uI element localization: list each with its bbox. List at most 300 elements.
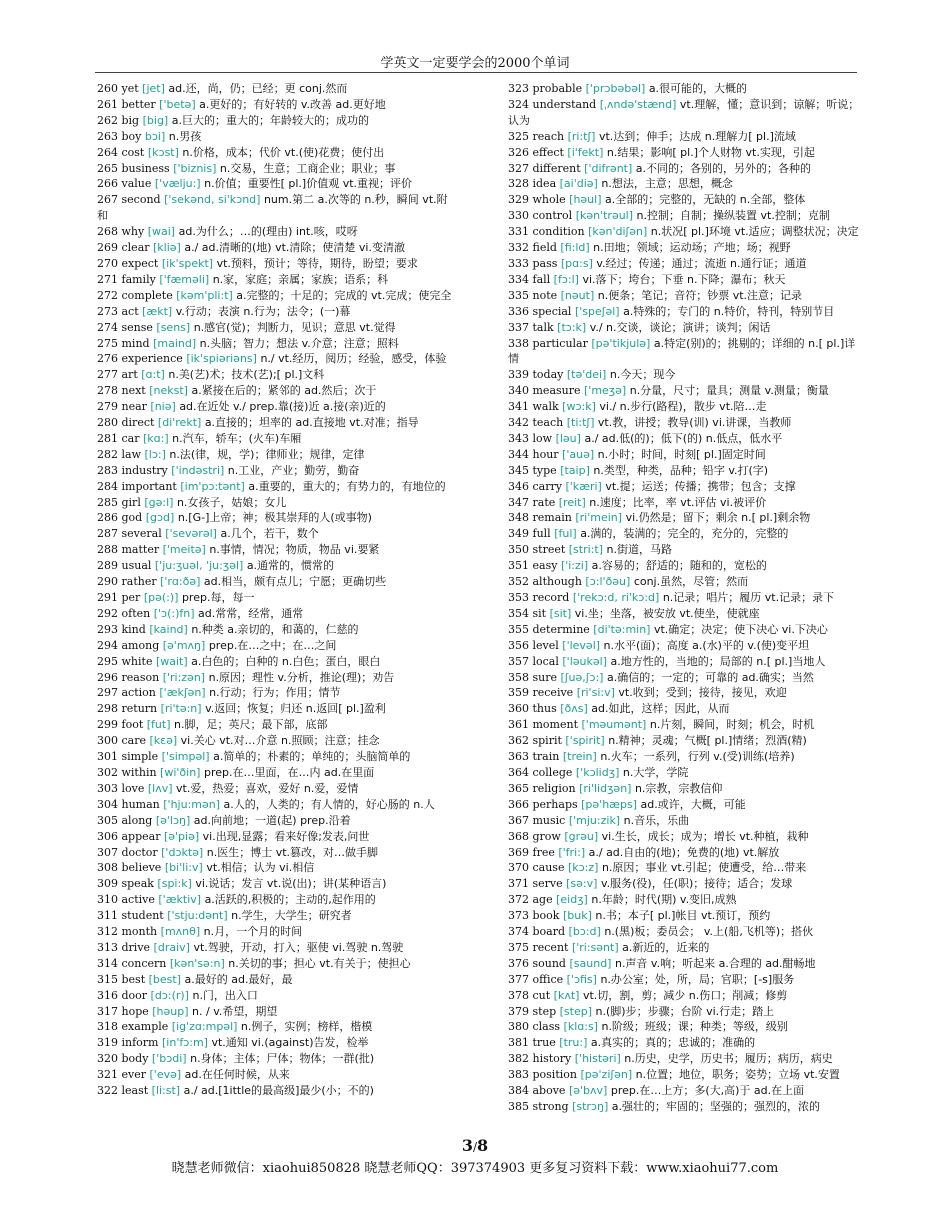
entry-word: clear	[121, 241, 150, 255]
entry-number: 314	[97, 956, 118, 970]
entry-phonetic: [həul]	[569, 193, 602, 207]
entry-number: 277	[97, 368, 118, 382]
entry-word: appear	[121, 829, 161, 843]
entry-word: within	[121, 765, 157, 779]
entry-phonetic: [wɔ:k]	[562, 400, 596, 414]
entry-definition: n.片刻，瞬间，时刻；机会，时机	[649, 718, 815, 732]
entry-definition: a.巨大的；重大的；年龄较大的；成功的	[171, 113, 369, 127]
entry-word: girl	[121, 495, 141, 509]
entry-phonetic: [ri:tʃ]	[567, 129, 596, 143]
vocab-entry	[508, 670, 860, 686]
entry-definition: n.价值；重要性[ pl.]价值观 vt.重视；评价	[204, 177, 413, 191]
entry-phonetic: ['ɔ(:)fn]	[153, 606, 195, 620]
entry-word: history	[532, 1052, 572, 1066]
entry-word: type	[532, 463, 557, 477]
entry-word: action	[121, 686, 156, 700]
entry-number: 279	[97, 400, 118, 414]
entry-phonetic: [lʌv]	[147, 781, 173, 795]
entry-definition: n.记录；唱片；履历 vt.记录；录下	[662, 591, 835, 604]
entry-word: remain	[532, 511, 572, 525]
entry-definition: n.小时；时间，时刻[ pl.]固定时间	[597, 447, 766, 461]
entry-phonetic: [tru:]	[559, 1036, 588, 1050]
entry-phonetic: [niə]	[150, 400, 176, 414]
vocab-entry	[508, 431, 860, 447]
vocab-entry	[508, 1099, 860, 1115]
entry-phonetic: [kɛə]	[149, 734, 178, 748]
entry-phonetic: ['biznis]	[173, 161, 217, 175]
entry-definition: vt.教，讲授；教导(训) vi.讲课，当教师	[597, 416, 792, 430]
entry-definition: n.位置；地位，职务；姿势；立场 vt.安置	[635, 1068, 840, 1082]
entry-word: active	[121, 893, 155, 907]
entry-phonetic: ['i:zi]	[560, 559, 589, 573]
vocab-entry	[508, 463, 860, 479]
vocab-entry	[508, 161, 860, 177]
vocab-entry	[97, 749, 452, 765]
entry-phonetic: ['difrənt]	[584, 161, 633, 175]
entry-word: industry	[121, 463, 168, 477]
entry-word: hour	[532, 447, 559, 461]
entry-definition: n.家，家庭；亲属；家族；语系；科	[212, 272, 389, 286]
entry-number: 367	[508, 813, 529, 827]
entry-number: 345	[508, 463, 529, 477]
entry-word: although	[532, 575, 582, 589]
entry-number: 351	[508, 559, 529, 573]
entry-definition: n.女孩子，姑娘；女儿	[176, 495, 287, 509]
vocab-entry	[97, 781, 452, 797]
entry-word: month	[121, 925, 158, 939]
entry-phonetic: ['speʃəl]	[574, 304, 620, 318]
entry-definition: num.第二 a.次等的 n.秒，瞬间 vt.附和	[97, 193, 448, 223]
entry-word: foot	[121, 718, 144, 732]
vocab-entry	[508, 176, 860, 192]
page-total: 8	[477, 1136, 489, 1155]
entry-definition: a.通常的，惯常的	[246, 559, 335, 573]
entry-definition: n.头脑；智力；想法 v.介意；注意；照料	[199, 336, 399, 350]
vocab-entry	[508, 988, 860, 1004]
vocab-entry	[97, 81, 452, 97]
entry-definition: n.工业，产业；勤劳，勤奋	[227, 463, 360, 477]
entry-definition: vi.生长，成长；成为；增长 vt.种植，栽种	[601, 829, 809, 843]
entry-number: 278	[97, 384, 118, 398]
entry-number: 371	[508, 877, 529, 891]
vocab-entry	[97, 256, 452, 272]
entry-phonetic: ['meʒə]	[584, 384, 627, 398]
entry-phonetic: [stri:t]	[568, 543, 603, 557]
vocab-entry	[508, 972, 860, 988]
entry-definition: a.确信的；一定的；可靠的 ad.确实；当然	[606, 670, 814, 684]
entry-number: 357	[508, 654, 529, 668]
entry-phonetic: [mʌnθ]	[160, 925, 201, 939]
entry-definition: vt.爱，热爱；喜欢，爱好 n.爱，爱情	[176, 781, 359, 795]
entry-number: 266	[97, 177, 118, 191]
entry-definition: a.白色的；白种的 n.白色；蛋白，眼白	[191, 654, 381, 668]
entry-definition: a.满的，装满的；完全的，充分的，完整的	[580, 527, 789, 541]
entry-number: 312	[97, 925, 118, 939]
entry-phonetic: [fɔ:l]	[553, 272, 579, 286]
entry-phonetic: [pə(:)]	[143, 591, 179, 604]
entry-word: above	[532, 1084, 566, 1098]
vocab-entry	[97, 765, 452, 781]
entry-number: 385	[508, 1100, 529, 1113]
entry-word: expect	[121, 256, 159, 270]
vocab-entry	[97, 717, 452, 733]
entry-word: street	[532, 543, 566, 557]
vocab-entry	[97, 336, 452, 352]
entry-number: 359	[508, 686, 529, 700]
entry-definition: prep.在…上方；多(大,高)于 ad.在上面	[610, 1084, 805, 1098]
entry-word: law	[121, 447, 141, 461]
vocab-entry	[97, 431, 452, 447]
entry-number: 370	[508, 861, 529, 875]
entry-word: walk	[532, 400, 559, 414]
entry-phonetic: [ri'si:v]	[576, 686, 615, 700]
entry-phonetic: [nəut]	[560, 288, 595, 302]
vocab-entry	[97, 224, 452, 240]
entry-phonetic: [pə'hæps]	[581, 797, 637, 811]
entry-definition: n.行动；行为；作用；情节	[209, 686, 341, 700]
entry-word: effect	[532, 145, 564, 159]
entry-number: 295	[97, 654, 118, 668]
entry-definition: ad.还，尚，仍；已经；更 conj.然而	[168, 82, 348, 95]
entry-word: board	[532, 925, 566, 939]
entry-phonetic: [sit]	[549, 606, 572, 620]
entry-number: 291	[97, 591, 118, 604]
entry-number: 300	[97, 734, 118, 748]
entry-definition: ad.在近处 v./ prep.靠(接)近 a.接(亲)近的	[179, 400, 386, 414]
entry-phonetic: [wait]	[155, 654, 188, 668]
entry-number: 363	[508, 750, 529, 764]
entry-definition: a.简单的；朴素的；单纯的；头脑简单的	[213, 750, 411, 764]
vocab-entry	[97, 590, 452, 606]
entry-word: sure	[532, 670, 557, 684]
entry-definition: n.宗教，宗教信仰	[634, 781, 723, 795]
entry-phonetic: ['indəstri]	[171, 463, 225, 477]
entry-number: 294	[97, 638, 118, 652]
vocab-entry	[508, 81, 860, 97]
entry-number: 268	[97, 225, 118, 239]
entry-word: determine	[532, 622, 590, 636]
entry-number: 379	[508, 1004, 529, 1018]
entry-phonetic: [ful]	[554, 527, 577, 541]
vocab-entry	[97, 383, 452, 399]
entry-number: 335	[508, 288, 529, 302]
vocab-entry	[97, 510, 452, 526]
entry-phonetic: [buk]	[562, 909, 592, 923]
vocab-entry	[97, 129, 452, 145]
entry-phonetic: [grəu]	[564, 829, 599, 843]
entry-definition: vt.理解，懂；意识到；谅解；听说；认为	[508, 97, 860, 127]
vocab-entry	[508, 97, 860, 129]
entry-word: spirit	[532, 734, 562, 748]
entry-phonetic: [ri'tə:n]	[160, 702, 202, 716]
entry-definition: a.强壮的；牢固的；坚强的；强烈的，浓的	[611, 1100, 820, 1113]
vocab-entry	[97, 829, 452, 845]
entry-phonetic: [kliə]	[153, 241, 181, 255]
entry-number: 282	[97, 447, 118, 461]
entry-number: 325	[508, 129, 529, 143]
entry-word: god	[121, 511, 143, 525]
entry-definition: a.全部的；完整的，无缺的 n.全部，整体	[605, 193, 806, 207]
entry-phonetic: [ə'lɔŋ]	[155, 813, 191, 827]
entry-phonetic: ['histəri]	[574, 1052, 621, 1066]
entry-definition: n.状况[ pl.]环境 vt.适应；调整状况；决定	[650, 225, 859, 239]
entry-phonetic: ['evə]	[149, 1068, 182, 1082]
entry-definition: n.街道，马路	[606, 543, 672, 557]
vocab-entry	[508, 240, 860, 256]
entry-phonetic: [ai'diə]	[559, 177, 598, 191]
entry-word: grow	[532, 829, 561, 843]
entry-number: 350	[508, 543, 529, 557]
entry-definition: vt.相信；认为 vi.相信	[206, 861, 315, 875]
entry-definition: n.学生，大学生；研究者	[231, 909, 352, 923]
vocab-entry	[97, 1035, 452, 1051]
entry-number: 347	[508, 495, 529, 509]
entry-definition: n.种类 a.亲切的，和蔼的，仁慈的	[191, 622, 359, 636]
entry-word: train	[532, 750, 560, 764]
entry-word: mind	[121, 336, 150, 350]
entry-word: usual	[121, 559, 152, 573]
vocab-entry	[97, 606, 452, 622]
vocab-entry	[508, 383, 860, 399]
vocab-entry	[508, 606, 860, 622]
entry-definition: v.服务(役)，任(职)；接待；适合；发球	[600, 877, 793, 891]
vocab-entry	[97, 463, 452, 479]
entry-definition: n.门，出入口	[192, 988, 258, 1002]
entry-number: 283	[97, 463, 118, 477]
page-footer: 晓慧老师微信：xiaohui850828 晓慧老师QQ：397374903 更多复习资料下载：www.xiaohui77.com	[171, 1161, 779, 1176]
entry-definition: vt.达到；伸手；达成 n.理解力[ pl.]流域	[598, 129, 796, 143]
entry-phonetic: [nekst]	[149, 384, 188, 398]
entry-definition: v.经过；传递；通过；流逝 n.通行证；通道	[596, 256, 807, 270]
entry-phonetic: [li:st]	[151, 1084, 181, 1098]
entry-number: 341	[508, 400, 529, 414]
entry-phonetic: ['æktiv]	[158, 893, 202, 907]
entry-definition: vi.仍然是；留下；剩余 n.[ pl.]剩余物	[625, 511, 811, 525]
entry-word: reason	[121, 670, 160, 684]
vocab-entry	[508, 924, 860, 940]
entry-word: return	[121, 702, 158, 716]
entry-definition: a.紧接在后的；紧邻的 ad.然后；次于	[191, 384, 377, 398]
vocab-entry	[508, 336, 860, 368]
vocab-entry	[508, 765, 860, 781]
entry-word: special	[532, 304, 572, 318]
entry-phonetic: ['prɔbəbəl]	[585, 82, 646, 95]
entry-definition: ad.如此，这样；因此，从而	[591, 702, 730, 716]
vocab-entry	[97, 288, 452, 304]
vocab-entry	[508, 813, 860, 829]
entry-phonetic: [spi:k]	[157, 877, 192, 891]
entry-number: 262	[97, 113, 118, 127]
entry-definition: n.(脚)步；步骤；台阶 vi.行走；踏上	[595, 1004, 775, 1018]
entry-number: 342	[508, 416, 529, 430]
right-column	[508, 81, 860, 1115]
vocab-entry	[97, 113, 452, 129]
entry-phonetic: [i'fekt]	[567, 145, 604, 159]
entry-phonetic: [wi'ðin]	[160, 765, 201, 779]
entry-phonetic: ['ɔfis]	[566, 972, 597, 986]
entry-word: among	[121, 638, 160, 652]
entry-number: 372	[508, 893, 529, 907]
entry-number: 298	[97, 702, 118, 716]
entry-definition: n.汽车，轿车；(火车)车厢	[172, 431, 302, 445]
entry-definition: n.例子，实例；榜样，楷模	[240, 1020, 373, 1034]
entry-phonetic: [jet]	[142, 82, 165, 95]
entry-word: cut	[532, 988, 551, 1002]
vocab-entry	[508, 749, 860, 765]
entry-word: best	[121, 972, 146, 986]
entry-definition: v.行动；表演 n.行为；法令；(一)幕	[175, 304, 351, 318]
entry-word: talk	[532, 320, 554, 334]
entry-word: kind	[121, 622, 146, 636]
vocab-entry	[508, 940, 860, 956]
entry-phonetic: ['simpəl]	[161, 750, 210, 764]
entry-definition: n.(黑)板；委员会； v.上(船,飞机等)；搭伙	[604, 925, 814, 939]
entry-word: human	[121, 797, 160, 811]
entry-definition: a.特定(别)的；挑剔的；详细的 n.[ pl.]详情	[508, 336, 856, 366]
entry-phonetic: ['vælju:]	[154, 177, 201, 191]
vocab-entry	[97, 415, 452, 431]
entry-number: 307	[97, 845, 118, 859]
vocab-entry	[97, 1083, 452, 1099]
entry-word: better	[121, 97, 156, 111]
vocab-entry	[508, 320, 860, 336]
entry-number: 293	[97, 622, 118, 636]
entry-phonetic: ['bɔdi]	[151, 1052, 187, 1066]
entry-phonetic: ['levəl]	[562, 638, 601, 652]
vocab-entry	[97, 526, 452, 542]
entry-number: 316	[97, 988, 118, 1002]
entry-phonetic: [strɔŋ]	[572, 1100, 609, 1113]
page-number	[0, 1136, 950, 1155]
entry-word: pass	[532, 256, 558, 270]
entry-definition: a.几个，若干，数个	[220, 527, 319, 541]
vocab-entry	[508, 399, 860, 415]
entry-word: door	[121, 988, 148, 1002]
vocab-entry	[97, 399, 452, 415]
entry-phonetic: [kən'trəul]	[575, 209, 634, 223]
vocab-entry	[508, 224, 860, 240]
entry-definition: vt.通知 vi.(against)告发，检举	[211, 1036, 369, 1050]
vocab-entry	[508, 558, 860, 574]
entry-number: 290	[97, 575, 118, 589]
entry-number: 313	[97, 940, 118, 954]
vocab-entry	[97, 670, 452, 686]
entry-phonetic: [ik'spiəriəns]	[186, 352, 257, 366]
vocab-entry	[97, 240, 452, 256]
vocab-entry	[508, 1083, 860, 1099]
entry-word: simple	[121, 750, 159, 764]
vocab-entry	[97, 924, 452, 940]
vocab-entry	[508, 129, 860, 145]
entry-phonetic: [kʌt]	[553, 988, 580, 1002]
entry-number: 302	[97, 765, 118, 779]
entry-definition: a.不同的；各别的，另外的；各种的	[635, 161, 812, 175]
entry-number: 328	[508, 177, 529, 191]
entry-word: full	[532, 527, 551, 541]
entry-definition: a.更好的；有好转的 v.改善 ad.更好地	[199, 97, 386, 111]
entry-word: art	[121, 368, 138, 382]
entry-phonetic: [maind]	[153, 336, 197, 350]
entry-number: 366	[508, 797, 529, 811]
entry-definition: vt.切，割，剪；减少 n.伤口；削减；修剪	[582, 988, 788, 1002]
entry-number: 274	[97, 320, 118, 334]
entry-phonetic: [tɔ:k]	[557, 320, 587, 334]
entry-number: 330	[508, 209, 529, 223]
entry-number: 365	[508, 781, 529, 795]
entry-word: concern	[121, 956, 167, 970]
entry-number: 271	[97, 272, 118, 286]
vocab-entry	[508, 542, 860, 558]
entry-phonetic: ['betə]	[159, 97, 196, 111]
entry-phonetic: [wai]	[147, 225, 176, 239]
entry-phonetic: ['rɑ:ðə]	[160, 575, 201, 589]
entry-phonetic: [ig'zɑ:mpəl]	[171, 1020, 238, 1034]
vocab-entry	[508, 860, 860, 876]
vocab-entry	[97, 320, 452, 336]
entry-definition: n.原因；理性 v.分析，推论(理)；劝告	[208, 670, 395, 684]
entry-word: religion	[532, 781, 576, 795]
entry-definition: n.脚，足；英尺；最下部，底部	[174, 718, 328, 732]
entry-phonetic: ['kɔlidʒ]	[575, 765, 620, 779]
entry-definition: vi.说话；发言 vt.说(出)；讲(某种语言)	[195, 877, 387, 891]
vocab-entry	[97, 622, 452, 638]
entry-phonetic: ['mju:zik]	[568, 813, 621, 827]
entry-definition: n.田地；领域；运动场；产地；场；视野	[593, 241, 791, 255]
entry-number: 368	[508, 829, 529, 843]
entry-phonetic: [ðʌs]	[560, 702, 588, 716]
entry-phonetic: [kaind]	[149, 622, 188, 636]
vocab-entry	[508, 574, 860, 590]
vocab-entry	[97, 860, 452, 876]
entry-number: 381	[508, 1036, 529, 1050]
entry-word: speak	[121, 877, 154, 891]
entry-definition: n.控制；自制；操纵装置 vt.控制；克制	[636, 209, 830, 223]
entry-word: easy	[532, 559, 558, 573]
entry-number: 378	[508, 988, 529, 1002]
entry-word: level	[532, 638, 559, 652]
entry-number: 346	[508, 479, 529, 493]
vocab-entry	[508, 526, 860, 542]
entry-word: teach	[532, 416, 564, 430]
entry-definition: a.人的，人类的；有人情的，好心肠的 n.人	[223, 797, 435, 811]
entry-word: car	[121, 431, 140, 445]
entry-word: whole	[532, 193, 566, 207]
vocab-entry	[508, 367, 860, 383]
entry-definition: ad.为什么；…的(理由) int.咳，哎呀	[178, 225, 358, 239]
entry-definition: prep.在…之中；在…之间	[208, 638, 337, 652]
entry-number: 332	[508, 241, 529, 255]
entry-word: doctor	[121, 845, 158, 859]
entry-number: 270	[97, 256, 118, 270]
vocab-entry	[508, 892, 860, 908]
entry-word: complete	[121, 288, 173, 302]
entry-definition: n.大学，学院	[622, 765, 689, 779]
entry-phonetic: [di'rekt]	[157, 416, 202, 430]
entry-word: family	[121, 272, 156, 286]
entry-definition: n.原因；事业 vt.引起；使遭受，给…带来	[601, 861, 807, 875]
entry-phonetic: [draiv]	[153, 940, 190, 954]
entry-phonetic: ['ju:ʒuəl, 'ju:ʒəl]	[154, 559, 244, 573]
vocab-entry	[508, 590, 860, 606]
entry-phonetic: ['spirit]	[565, 734, 605, 748]
entry-word: student	[121, 909, 164, 923]
vocab-entry	[97, 367, 452, 383]
entry-definition: vt.收到；受到；接待，接见，欢迎	[618, 686, 787, 700]
entry-phonetic: ['fæməli]	[159, 272, 210, 286]
entry-word: age	[532, 893, 553, 907]
page-separator: /	[472, 1140, 478, 1154]
entry-phonetic: ['sevərəl]	[165, 527, 217, 541]
